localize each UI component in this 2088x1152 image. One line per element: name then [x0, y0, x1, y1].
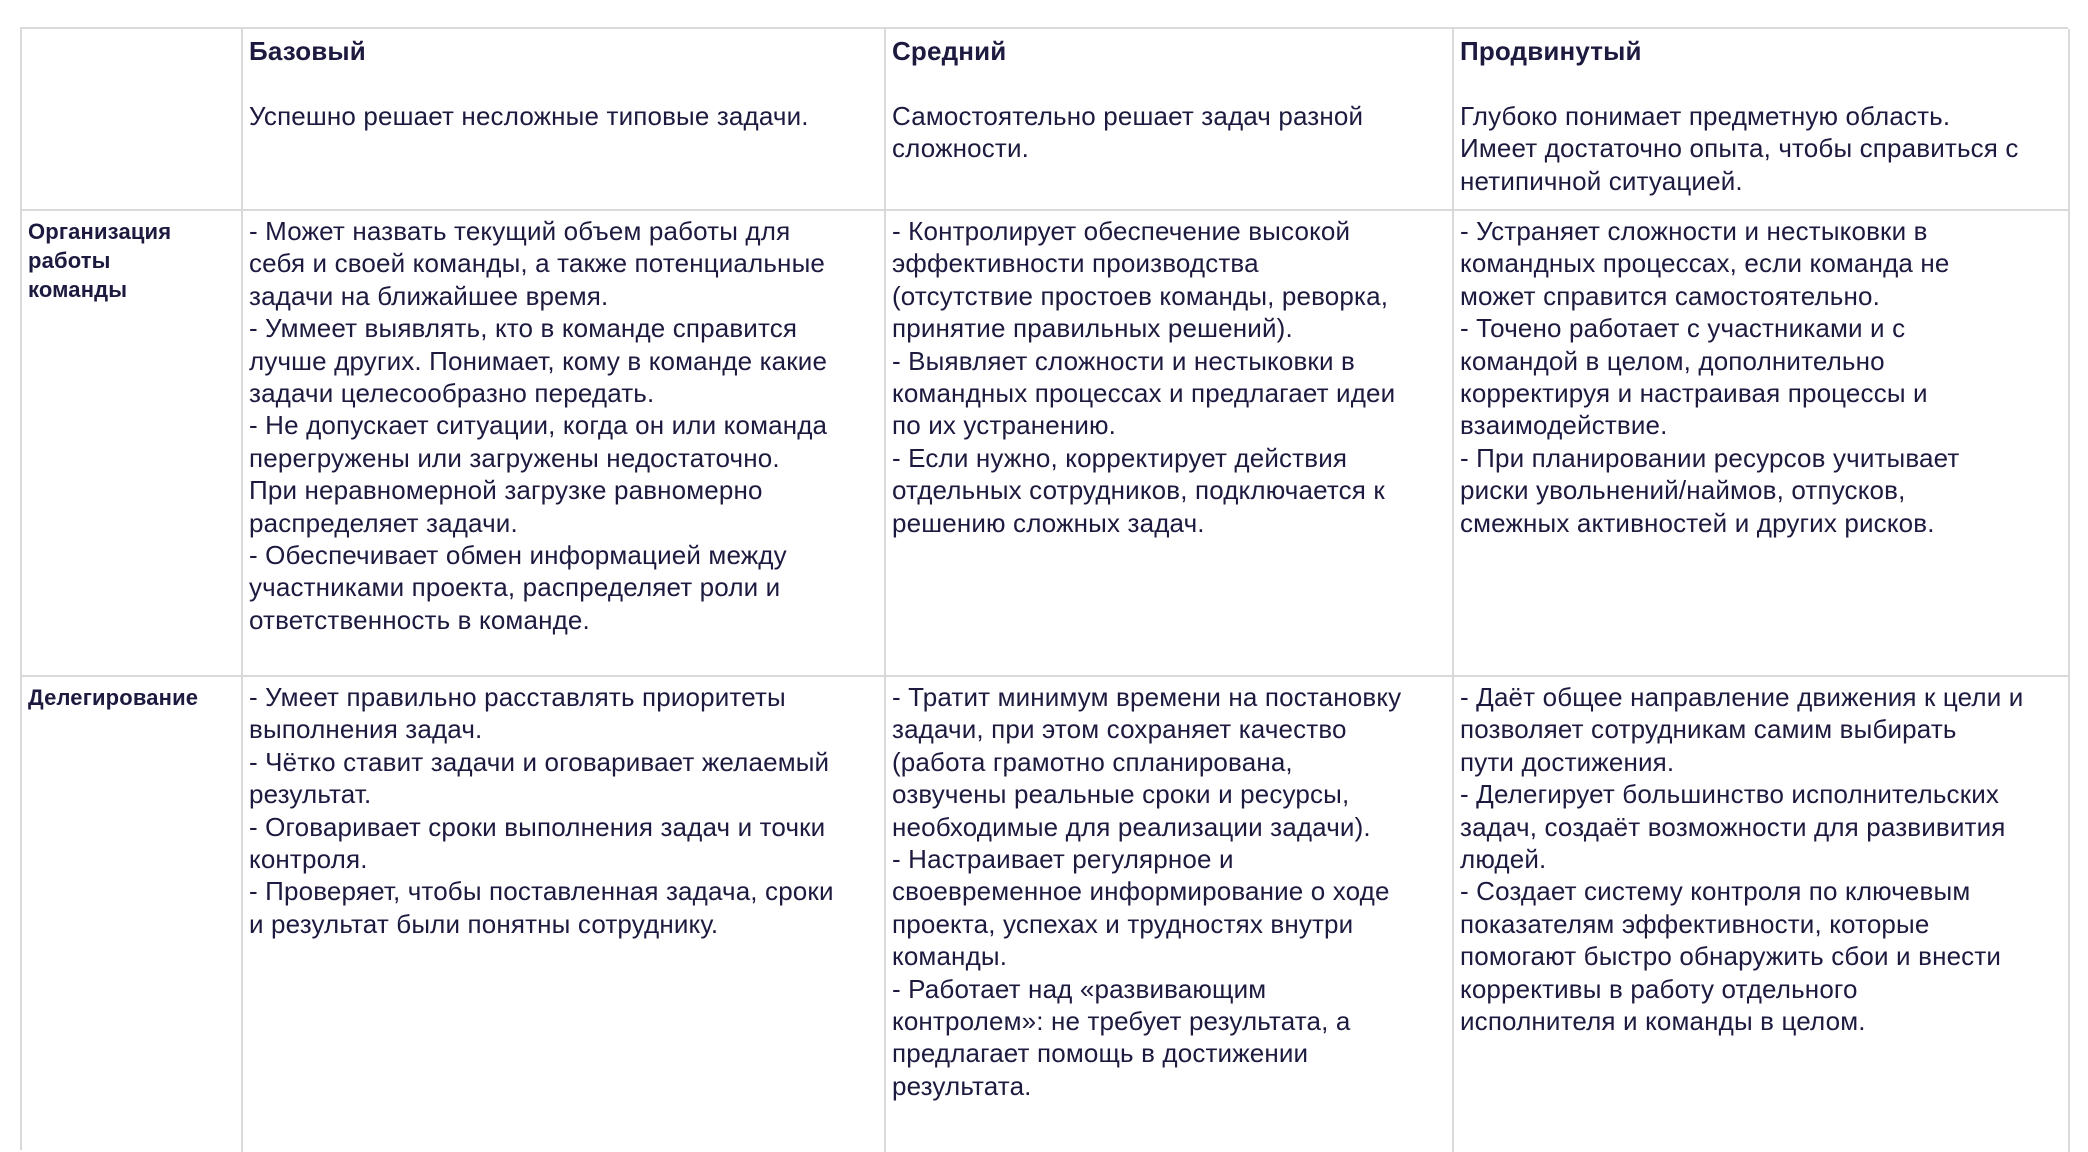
table-cell: [886, 677, 1454, 1152]
text-line: - Если нужно, корректирует действия: [892, 442, 1348, 473]
text-line: Делегирование: [28, 685, 199, 710]
row-header-delegation: [22, 677, 243, 1152]
text-line: - Проверяет, чтобы поставленная задача, сроки: [249, 876, 834, 907]
text-line: - Не допускает ситуации, когда он или команда: [249, 410, 828, 441]
text-line: команды.: [892, 941, 1008, 972]
text-line: - Работает над «развивающим: [892, 973, 1267, 1004]
text-line: коррективы в работу отдельного: [1460, 973, 1858, 1004]
text-line: выполнения задач.: [249, 714, 483, 745]
text-line: сложности.: [892, 133, 1029, 164]
level-header-basic: [243, 29, 886, 211]
text-line: людей.: [1460, 844, 1547, 875]
level-description: [1460, 100, 2062, 197]
text-line: Глубоко понимает предметную область.: [1460, 101, 1951, 131]
text-line: позволяет сотрудникам самим выбирать: [1460, 714, 1957, 745]
level-description: [892, 100, 1446, 165]
text-line: задачи на ближайшее время.: [249, 280, 609, 311]
text-line: - Устраняет сложности и нестыковки в: [1460, 216, 1928, 246]
text-line: Организация: [28, 219, 172, 244]
text-line: контроля.: [249, 844, 368, 875]
text-line: себя и своей команды, а также потенциальные: [249, 248, 826, 279]
text-line: результат.: [249, 779, 372, 810]
text-line: участниками проекта, распределяет роли и: [249, 572, 781, 603]
text-line: отдельных сотрудников, подключается к: [892, 475, 1385, 506]
text-line: - Делегирует большинство исполнительских: [1460, 779, 2000, 810]
text-line: - Выявляет сложности и нестыковки в: [892, 345, 1355, 376]
level-title: Базовый: [249, 36, 366, 66]
text-line: распределяет задачи.: [249, 507, 518, 538]
text-line: корректируя и настраивая процессы и: [1460, 378, 1928, 409]
text-line: задач, создаёт возможности для развивития: [1460, 811, 2006, 842]
text-line: смежных активностей и других рисков.: [1460, 507, 1935, 538]
text-line: нетипичной ситуацией.: [1460, 165, 1743, 196]
text-line: озвучены реальные сроки и ресурсы,: [892, 779, 1350, 810]
text-line: показателям эффективности, которые: [1460, 908, 1930, 939]
text-line: - Обеспечивает обмен информацией между: [249, 540, 787, 571]
text-line: своевременное информирование о ходе: [892, 876, 1390, 907]
text-line: может справится самостоятельно.: [1460, 280, 1880, 311]
text-line: (отсутствие простоев команды, реворка,: [892, 280, 1389, 311]
corner-cell: [22, 29, 243, 211]
text-line: принятие правильных решений).: [892, 313, 1293, 344]
text-line: перегружены или загружены недостаточно.: [249, 442, 780, 473]
table-cell: [243, 211, 886, 677]
text-line: контролем»: не требует результата, а: [892, 1006, 1351, 1037]
text-line: задачи целесообразно передать.: [249, 378, 655, 409]
level-description: [249, 100, 878, 132]
text-line: - Может назвать текущий объем работы для: [249, 216, 791, 246]
text-line: ответственность в команде.: [249, 604, 590, 635]
level-header-intermediate: [886, 29, 1454, 211]
text-line: командных процессах и предлагает идеи: [892, 378, 1396, 409]
text-line: необходимые для реализации задачи).: [892, 811, 1371, 842]
text-line: - При планировании ресурсов учитывает: [1460, 442, 1960, 473]
table-cell: [1454, 211, 2070, 677]
text-line: При неравномерной загрузке равномерно: [249, 475, 763, 506]
text-line: - Точено работает с участниками и с: [1460, 313, 1906, 344]
text-line: - Уммеет выявлять, кто в команде справится: [249, 313, 798, 344]
text-line: проекта, успехах и трудностях внутри: [892, 908, 1354, 939]
text-line: взаимодействие.: [1460, 410, 1668, 441]
competency-table: [20, 27, 2068, 1150]
text-line: - Умеет правильно расставлять приоритеты: [249, 682, 786, 712]
text-line: эффективности производства: [892, 248, 1259, 279]
text-line: - Контролирует обеспечение высокой: [892, 216, 1351, 246]
level-header-advanced: [1454, 29, 2070, 211]
table-cell: [243, 677, 886, 1152]
level-title: Продвинутый: [1460, 36, 1642, 66]
text-line: - Тратит минимум времени на постановку: [892, 682, 1402, 712]
text-line: решению сложных задач.: [892, 507, 1205, 538]
text-line: - Оговаривает сроки выполнения задач и точки: [249, 811, 826, 842]
text-line: Успешно решает несложные типовые задачи.: [249, 101, 809, 131]
text-line: - Создает систему контроля по ключевым: [1460, 876, 1971, 907]
text-line: командой в целом, дополнительно: [1460, 345, 1885, 376]
text-line: команды: [28, 277, 128, 302]
text-line: (работа грамотно спланирована,: [892, 746, 1293, 777]
text-line: помогают быстро обнаружить сбои и внести: [1460, 941, 2002, 972]
text-line: риски увольнений/наймов, отпусков,: [1460, 475, 1906, 506]
text-line: исполнителя и команды в целом.: [1460, 1006, 1866, 1037]
text-line: по их устранению.: [892, 410, 1117, 441]
text-line: Имеет достаточно опыта, чтобы справиться с: [1460, 133, 2019, 164]
text-line: - Чётко ставит задачи и оговаривает желаемый: [249, 746, 830, 777]
text-line: и результат были понятны сотруднику.: [249, 908, 719, 939]
row-header-team-organization: [22, 211, 243, 677]
text-line: предлагает помощь в достижении: [892, 1038, 1309, 1069]
table-cell: [1454, 677, 2070, 1152]
table-cell: [886, 211, 1454, 677]
text-line: - Даёт общее направление движения к цели и: [1460, 682, 2024, 712]
text-line: - Настраивает регулярное и: [892, 844, 1234, 875]
text-line: пути достижения.: [1460, 746, 1675, 777]
text-line: работы: [28, 248, 111, 273]
text-line: Самостоятельно решает задач разной: [892, 101, 1364, 131]
text-line: задачи, при этом сохраняет качество: [892, 714, 1347, 745]
level-title: Средний: [892, 36, 1007, 66]
text-line: лучше других. Понимает, кому в команде какие: [249, 345, 828, 376]
text-line: командных процессах, если команда не: [1460, 248, 1950, 279]
text-line: результата.: [892, 1070, 1032, 1101]
